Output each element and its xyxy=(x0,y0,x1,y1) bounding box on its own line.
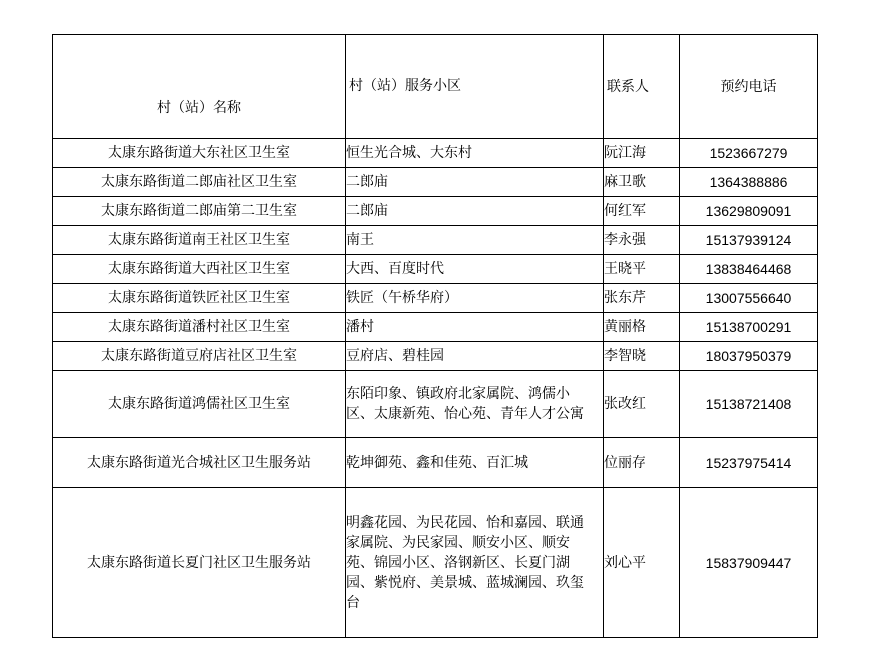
service-area: 豆府店、碧桂园 xyxy=(346,342,604,371)
phone-number: 13838464468 xyxy=(680,255,818,284)
phone-number: 1364388886 xyxy=(680,168,818,197)
table-row xyxy=(53,438,818,488)
phone-number: 15138721408 xyxy=(680,371,818,438)
phone-number: 18037950379 xyxy=(680,342,818,371)
service-area-text: 东陌印象、镇政府北家属院、鸿儒小区、太康新苑、怡心苑、青年人才公寓 xyxy=(346,386,584,422)
clinic-name: 太康东路街道大东社区卫生室 xyxy=(53,139,346,168)
contact-person: 黄丽格 xyxy=(604,313,680,342)
clinic-table xyxy=(52,34,818,638)
contact-person: 张东芹 xyxy=(604,284,680,313)
clinic-name: 太康东路街道二郎庙第二卫生室 xyxy=(53,197,346,226)
phone-number: 13629809091 xyxy=(680,197,818,226)
table-row xyxy=(53,226,818,255)
service-area xyxy=(346,371,604,438)
header-contact: 联系人 xyxy=(604,35,680,139)
contact-person: 位丽存 xyxy=(604,438,680,488)
table-row xyxy=(53,168,818,197)
table-row xyxy=(53,342,818,371)
service-area: 二郎庙 xyxy=(346,197,604,226)
clinic-name: 太康东路街道豆府店社区卫生室 xyxy=(53,342,346,371)
table-row xyxy=(53,255,818,284)
table-row xyxy=(53,139,818,168)
service-area: 铁匠（午桥华府） xyxy=(346,284,604,313)
contact-person: 张改红 xyxy=(604,371,680,438)
contact-person: 王晓平 xyxy=(604,255,680,284)
service-area: 恒生光合城、大东村 xyxy=(346,139,604,168)
service-area: 南王 xyxy=(346,226,604,255)
header-name: 村（站）名称 xyxy=(53,35,346,139)
phone-number: 15837909447 xyxy=(680,488,818,638)
contact-person: 刘心平 xyxy=(604,488,680,638)
clinic-name: 太康东路街道鸿儒社区卫生室 xyxy=(53,371,346,438)
table-row xyxy=(53,284,818,313)
table-row xyxy=(53,488,818,638)
contact-person: 李永强 xyxy=(604,226,680,255)
clinic-name: 太康东路街道光合城社区卫生服务站 xyxy=(53,438,346,488)
service-area: 乾坤御苑、鑫和佳苑、百汇城 xyxy=(346,438,604,488)
service-area: 二郎庙 xyxy=(346,168,604,197)
contact-person: 李智晓 xyxy=(604,342,680,371)
phone-number: 1523667279 xyxy=(680,139,818,168)
header-area: 村（站）服务小区 xyxy=(346,35,604,139)
header-phone: 预约电话 xyxy=(680,35,818,139)
clinic-name: 太康东路街道铁匠社区卫生室 xyxy=(53,284,346,313)
clinic-name: 太康东路街道大西社区卫生室 xyxy=(53,255,346,284)
clinic-name: 太康东路街道南王社区卫生室 xyxy=(53,226,346,255)
table-row xyxy=(53,371,818,438)
service-area-text: 明鑫花园、为民花园、怡和嘉园、联通家属院、为民家园、顺安小区、顺安苑、锦园小区、洛钢新区、长夏门湖园、紫悦府、美景城、蓝城澜园、玖玺台 xyxy=(346,514,584,611)
service-area xyxy=(346,488,604,638)
table-row xyxy=(53,197,818,226)
table-header-row xyxy=(53,35,818,139)
clinic-name: 太康东路街道潘村社区卫生室 xyxy=(53,313,346,342)
contact-person: 何红军 xyxy=(604,197,680,226)
contact-person: 麻卫歌 xyxy=(604,168,680,197)
phone-number: 13007556640 xyxy=(680,284,818,313)
phone-number: 15237975414 xyxy=(680,438,818,488)
clinic-name: 太康东路街道长夏门社区卫生服务站 xyxy=(53,488,346,638)
contact-person: 阮江海 xyxy=(604,139,680,168)
table-row xyxy=(53,313,818,342)
service-area: 潘村 xyxy=(346,313,604,342)
phone-number: 15137939124 xyxy=(680,226,818,255)
phone-number: 15138700291 xyxy=(680,313,818,342)
service-area: 大西、百度时代 xyxy=(346,255,604,284)
clinic-name: 太康东路街道二郎庙社区卫生室 xyxy=(53,168,346,197)
